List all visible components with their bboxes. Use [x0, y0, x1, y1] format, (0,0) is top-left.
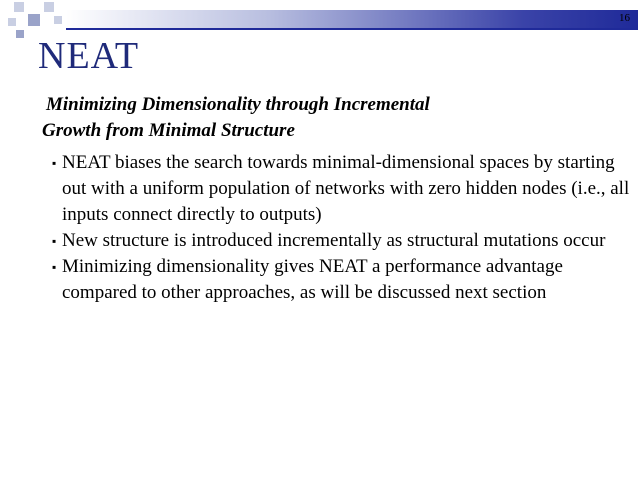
bullet-item	[50, 254, 630, 306]
decor-square	[28, 14, 40, 26]
bullet-text: New structure is introduced incrementally as structural mutations occur	[62, 230, 606, 251]
bullet-square-icon: ▪	[52, 260, 57, 274]
bullet-square-icon: ▪	[52, 156, 57, 170]
bullet-square-icon: ▪	[52, 234, 57, 248]
subtitle-line: Minimizing Dimensionality through Incremental	[46, 94, 430, 115]
slide-subtitle	[42, 92, 430, 144]
bullet-text: Minimizing dimensionality gives NEAT a performance advantage compared to other approaches, as will be discussed next section	[62, 256, 563, 303]
header-underline	[66, 28, 638, 30]
decor-square	[14, 2, 24, 12]
bullet-item	[50, 150, 630, 228]
decor-square	[8, 18, 16, 26]
decor-square	[54, 16, 62, 24]
bullet-item	[50, 228, 630, 254]
slide-title: NEAT	[38, 35, 140, 77]
decor-square	[44, 2, 54, 12]
header-bar	[66, 10, 638, 28]
page-number: 16	[619, 12, 630, 24]
bullet-list	[50, 150, 630, 306]
decor-square	[16, 30, 24, 38]
subtitle-line: Growth from Minimal Structure	[42, 120, 295, 141]
bullet-text: NEAT biases the search towards minimal-dimensional spaces by starting out with a uniform population of networks with zero hidden nodes (i.e., all inputs connect directly to outputs)	[62, 152, 630, 225]
